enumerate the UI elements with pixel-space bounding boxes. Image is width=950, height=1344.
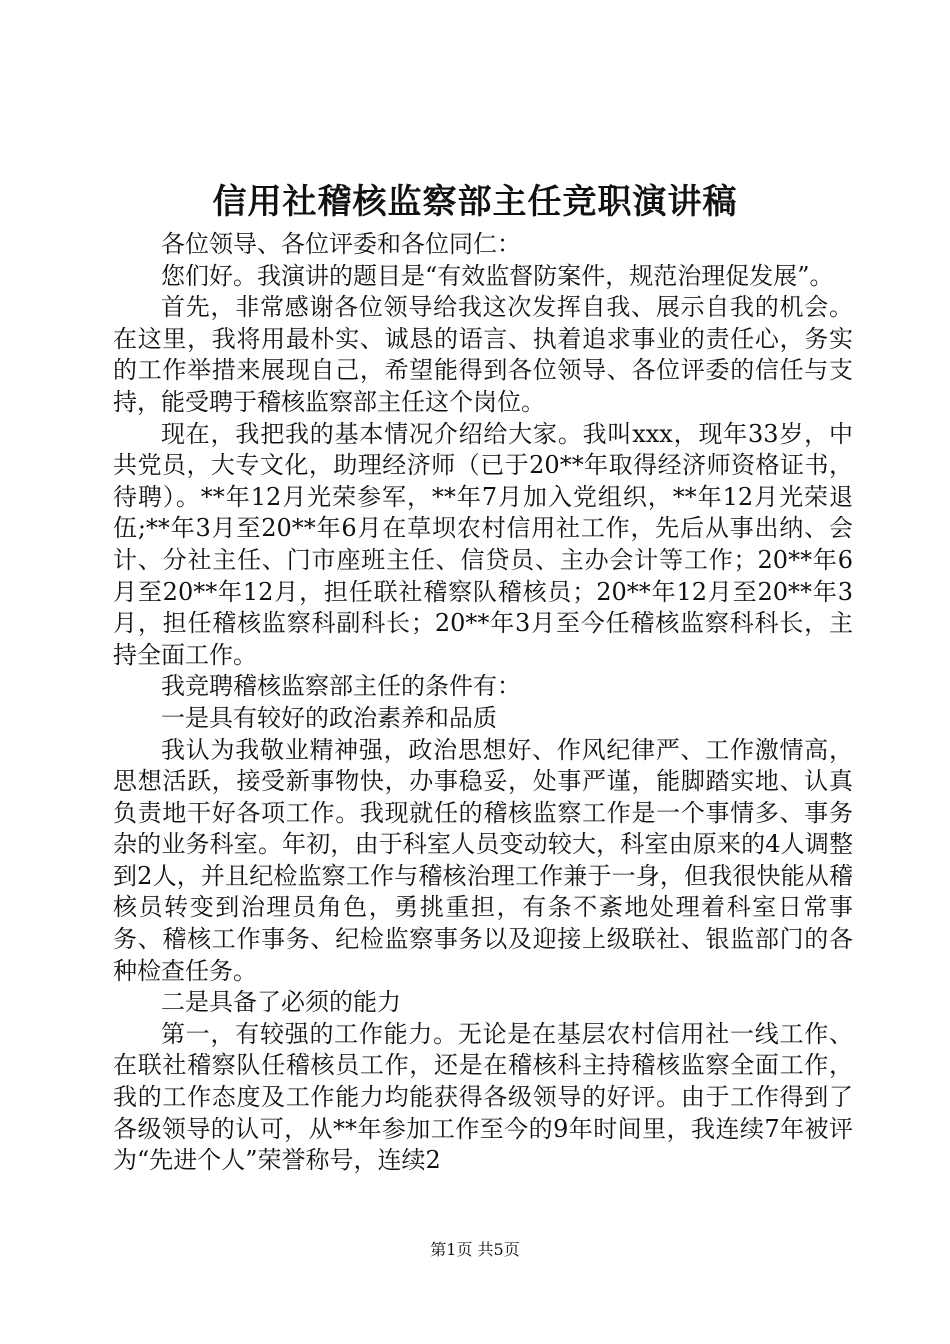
page-footer: 第1页 共5页 xyxy=(430,1240,520,1259)
paragraph-background: 现在，我把我的基本情况介绍给大家。我叫xxx，现年33岁，中共党员，大专文化，助理经济师（已于20**年取得经济师资格证书，待聘）。**年12月光荣参军，**年7月加入党组织，**年12月光荣退伍;**年3月至20**年6月在草坝农村信用社工作，先后从事出纳、会计、分社主任、门市座班主任、信贷员、主办会计等工作；20**年6月至20**年12月，担任联社稽察队稽核员；20**年12月至20**年3月，担任稽核监察科副科长；20**年3月至今任稽核监察科科长，主持全面工作。 xyxy=(113,419,853,669)
document-title: 信用社稽核监察部主任竞职演讲稿 xyxy=(212,182,738,222)
paragraph-salutation: 各位领导、各位评委和各位同仁： xyxy=(161,230,521,258)
paragraph-work-ability: 第一，有较强的工作能力。无论是在基层农村信用社一线工作、在联社稽察队任稽核员工作，还是在稽核科主持稽核监察全面工作，我的工作态度及工作能力均能获得各级领导的好评。由于工作得到了各级领导的认可，从**年参加工作至今的9年时间里，我连续7年被评为“先进个人”荣誉称号，连续2 xyxy=(113,1019,853,1175)
paragraph-thanks: 首先，非常感谢各位领导给我这次发挥自我、展示自我的机会。在这里，我将用最朴实、诚恳的语言、执着追求事业的责任心，务实的工作举措来展现自己，希望能得到各位领导、各位评委的信任与支持，能受聘于稽核监察部主任这个岗位。 xyxy=(113,293,853,416)
document-body xyxy=(113,229,853,1177)
paragraph-heading-two: 二是具备了必须的能力 xyxy=(161,988,401,1017)
paragraph-greeting: 您们好。我演讲的题目是“有效监督防案件，规范治理促发展”。 xyxy=(161,261,834,290)
paragraph-political-quality: 我认为我敬业精神强，政治思想好、作风纪律严、工作激情高，思想活跃，接受新事物快，办事稳妥，处事严谨，能脚踏实地、认真负责地干好各项工作。我现就任的稽核监察工作是一个事情多、事务杂的业务科室。年初，由于科室人员变动较大，科室由原来的4人调整到2人，并且纪检监察工作与稽核治理工作兼于一身，但我很快能从稽核员转变到治理员角色，勇挑重担，有条不紊地处理着科室日常事务、稽核工作事务、纪检监察事务以及迎接上级联社、银监部门的各种检查任务。 xyxy=(113,735,853,985)
paragraph-heading-one: 一是具有较好的政治素养和品质 xyxy=(161,703,497,732)
paragraph-conditions-intro: 我竞聘稽核监察部主任的条件有： xyxy=(161,672,521,701)
